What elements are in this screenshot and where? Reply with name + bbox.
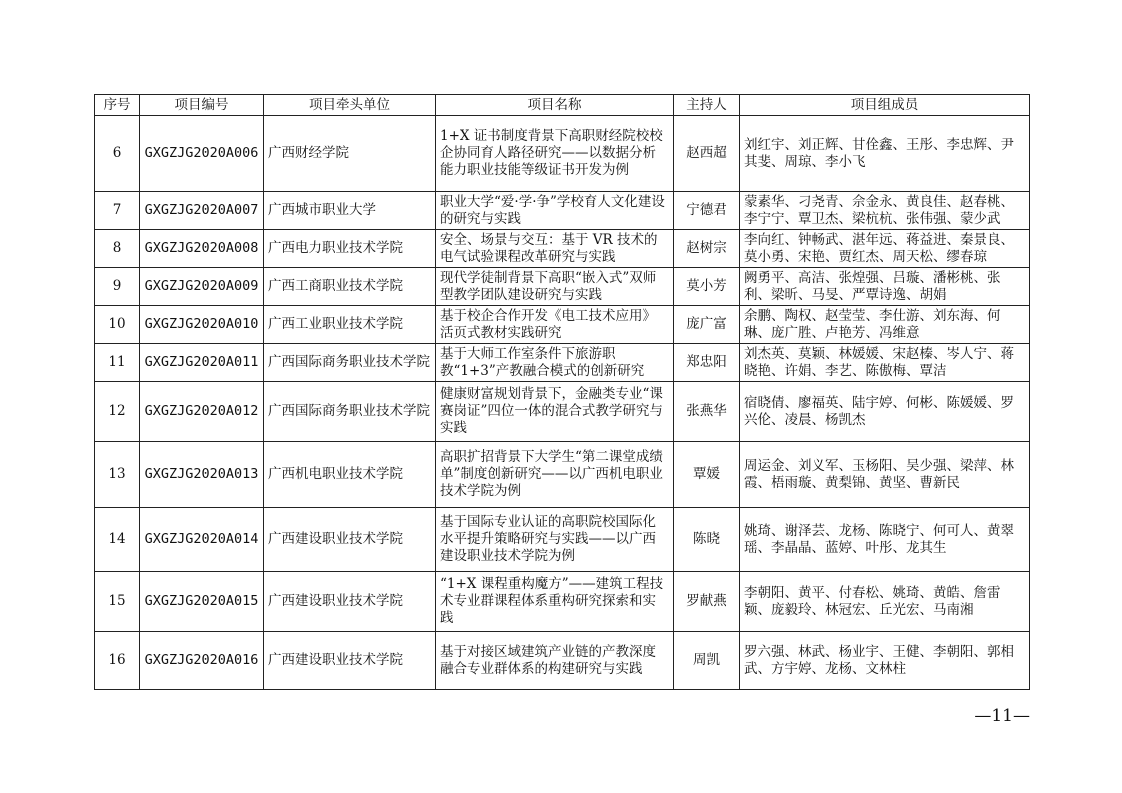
cell-members: 罗六强、林武、杨业宇、王健、李朝阳、郭相武、方宇婷、龙杨、文林柱: [740, 632, 1030, 690]
cell-unit: 广西建设职业技术学院: [264, 572, 436, 632]
cell-code: GXGZJG2020A009: [140, 268, 264, 306]
cell-code: GXGZJG2020A016: [140, 632, 264, 690]
cell-no: 10: [95, 306, 140, 344]
cell-members: 姚琦、谢泽芸、龙杨、陈晓宁、何可人、黄翠瑶、李晶晶、蓝婷、叶彤、龙其生: [740, 508, 1030, 572]
cell-unit: 广西国际商务职业技术学院: [264, 344, 436, 382]
cell-unit: 广西电力职业技术学院: [264, 230, 436, 268]
table-row: [95, 382, 1030, 442]
cell-code: GXGZJG2020A014: [140, 508, 264, 572]
cell-name: 基于对接区域建筑产业链的产教深度融合专业群体系的构建研究与实践: [436, 632, 674, 690]
project-table: [94, 94, 1030, 690]
header-host: 主持人: [674, 95, 740, 116]
cell-code: GXGZJG2020A008: [140, 230, 264, 268]
cell-code: GXGZJG2020A012: [140, 382, 264, 442]
cell-members: 周运金、刘义军、玉杨阳、吴少强、梁萍、林霞、梧雨璇、黄梨锦、黄坚、曹新民: [740, 442, 1030, 508]
header-members: 项目组成员: [740, 95, 1030, 116]
cell-members: 蒙素华、刁尧青、佘金永、黄良佳、赵春桃、李宁宁、覃卫杰、梁杭杭、张伟强、蒙少武: [740, 192, 1030, 230]
cell-members: 李向红、钟畅武、湛年远、蒋益进、秦景良、莫小勇、宋艳、贾红杰、周天松、缪春琼: [740, 230, 1030, 268]
cell-unit: 广西建设职业技术学院: [264, 632, 436, 690]
cell-unit: 广西机电职业技术学院: [264, 442, 436, 508]
cell-name: 1+X 证书制度背景下高职财经院校校企协同育人路径研究——以数据分析能力职业技能等级证书开发为例: [436, 116, 674, 192]
cell-members: 阙勇平、高洁、张煌强、吕璇、潘彬桃、张利、梁昕、马旻、严覃诗逸、胡娟: [740, 268, 1030, 306]
page-number: —11—: [974, 706, 1030, 726]
cell-unit: 广西国际商务职业技术学院: [264, 382, 436, 442]
header-unit: 项目牵头单位: [264, 95, 436, 116]
cell-no: 16: [95, 632, 140, 690]
cell-host: 罗献燕: [674, 572, 740, 632]
cell-unit: 广西城市职业大学: [264, 192, 436, 230]
table-row: [95, 268, 1030, 306]
table-row: [95, 230, 1030, 268]
cell-no: 15: [95, 572, 140, 632]
cell-members: 宿晓倩、廖福英、陆宇婷、何彬、陈媛媛、罗兴伦、凌晨、杨凯杰: [740, 382, 1030, 442]
cell-code: GXGZJG2020A013: [140, 442, 264, 508]
cell-no: 6: [95, 116, 140, 192]
cell-name: 基于校企合作开发《电工技术应用》活页式教材实践研究: [436, 306, 674, 344]
table-row: [95, 572, 1030, 632]
cell-no: 9: [95, 268, 140, 306]
table-row: [95, 632, 1030, 690]
table-row: [95, 344, 1030, 382]
cell-host: 宁德君: [674, 192, 740, 230]
header-code: 项目编号: [140, 95, 264, 116]
table-header-row: [95, 95, 1030, 116]
cell-code: GXGZJG2020A010: [140, 306, 264, 344]
cell-no: 11: [95, 344, 140, 382]
header-no: 序号: [95, 95, 140, 116]
cell-no: 7: [95, 192, 140, 230]
cell-no: 13: [95, 442, 140, 508]
cell-name: 现代学徒制背景下高职“嵌入式”双师型教学团队建设研究与实践: [436, 268, 674, 306]
table-row: [95, 508, 1030, 572]
cell-members: 刘杰英、莫颖、林媛媛、宋赵榛、岑人宁、蒋晓艳、许娟、李艺、陈傲梅、覃洁: [740, 344, 1030, 382]
cell-members: 李朝阳、黄平、付春松、姚琦、黄皓、詹雷颖、庞毅玲、林冠宏、丘光宏、马南湘: [740, 572, 1030, 632]
cell-host: 张燕华: [674, 382, 740, 442]
header-name: 项目名称: [436, 95, 674, 116]
cell-code: GXGZJG2020A006: [140, 116, 264, 192]
cell-name: 基于国际专业认证的高职院校国际化水平提升策略研究与实践——以广西建设职业技术学院为例: [436, 508, 674, 572]
cell-host: 庞广富: [674, 306, 740, 344]
cell-no: 14: [95, 508, 140, 572]
cell-code: GXGZJG2020A015: [140, 572, 264, 632]
cell-unit: 广西工商职业技术学院: [264, 268, 436, 306]
cell-no: 12: [95, 382, 140, 442]
cell-name: 职业大学“爱·学·争”学校育人文化建设的研究与实践: [436, 192, 674, 230]
cell-host: 陈晓: [674, 508, 740, 572]
cell-name: 安全、场景与交互：基于 VR 技术的电气试验课程改革研究与实践: [436, 230, 674, 268]
cell-host: 莫小芳: [674, 268, 740, 306]
table-row: [95, 192, 1030, 230]
cell-unit: 广西建设职业技术学院: [264, 508, 436, 572]
cell-members: 余鹏、陶权、赵莹莹、李仕游、刘东海、何琳、庞广胜、卢艳芳、冯维意: [740, 306, 1030, 344]
cell-name: 高职扩招背景下大学生“第二课堂成绩单”制度创新研究——以广西机电职业技术学院为例: [436, 442, 674, 508]
cell-name: 健康财富规划背景下，金融类专业“课赛岗证”四位一体的混合式教学研究与实践: [436, 382, 674, 442]
cell-host: 周凯: [674, 632, 740, 690]
cell-name: 基于大师工作室条件下旅游职教“1+3”产教融合模式的创新研究: [436, 344, 674, 382]
cell-unit: 广西工业职业技术学院: [264, 306, 436, 344]
cell-unit: 广西财经学院: [264, 116, 436, 192]
cell-host: 赵西超: [674, 116, 740, 192]
table-row: [95, 306, 1030, 344]
cell-host: 赵树宗: [674, 230, 740, 268]
cell-host: 覃媛: [674, 442, 740, 508]
cell-code: GXGZJG2020A007: [140, 192, 264, 230]
cell-code: GXGZJG2020A011: [140, 344, 264, 382]
cell-members: 刘红宇、刘正辉、甘佺鑫、王彤、李忠辉、尹其斐、周琼、李小飞: [740, 116, 1030, 192]
cell-host: 郑忠阳: [674, 344, 740, 382]
table-row: [95, 116, 1030, 192]
cell-name: “1+X 课程重构魔方”——建筑工程技术专业群课程体系重构研究探索和实践: [436, 572, 674, 632]
cell-no: 8: [95, 230, 140, 268]
table-row: [95, 442, 1030, 508]
